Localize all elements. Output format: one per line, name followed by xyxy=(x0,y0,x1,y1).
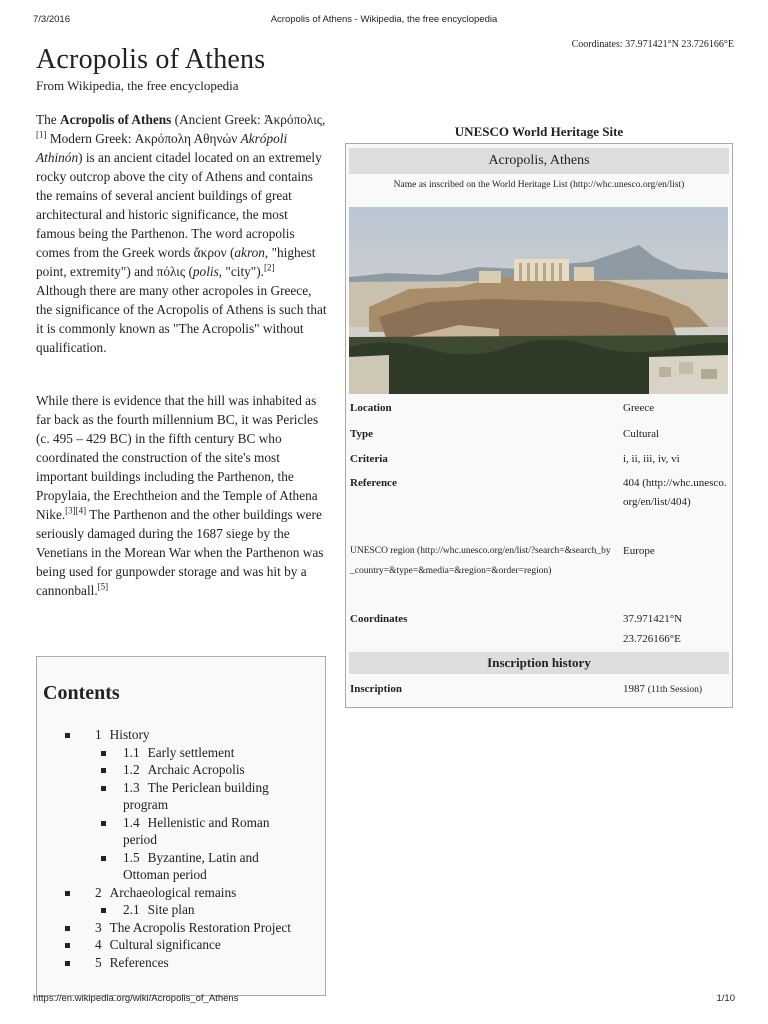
print-header xyxy=(0,14,768,28)
print-title: Acropolis of Athens - Wikipedia, the free encyclopedia xyxy=(270,14,498,25)
inscription-history-heading: Inscription history xyxy=(349,652,729,674)
toc-item[interactable]: 3 The Acropolis Restoration Project xyxy=(65,919,320,937)
print-footer xyxy=(0,993,768,1007)
ref-3-4[interactable]: [3][4] xyxy=(65,505,87,516)
page-title: Acropolis of Athens xyxy=(36,44,266,75)
toc-list xyxy=(65,726,320,971)
toc-subitem[interactable]: 1.5 Byzantine, Latin and Ottoman period xyxy=(101,849,320,884)
table-of-contents xyxy=(36,656,326,996)
toc-item[interactable]: 1 History 1.1 Early settlement 1.2 Archaic Acropolis 1.3 The Periclean building program 1.4 Hellenistic and Roman period 1.5 Byzantine, Latin and Ottoman period xyxy=(65,726,320,884)
print-date: 7/3/2016 xyxy=(33,14,70,25)
ref-5[interactable]: [5] xyxy=(97,581,109,592)
toc-subitem[interactable]: 1.3 The Periclean building program xyxy=(101,779,320,814)
bold-term: Acropolis of Athens xyxy=(60,112,172,127)
ref-1[interactable]: [1] xyxy=(36,129,47,140)
coordinates-link[interactable]: Coordinates: 37.971421°N 23.726166°E xyxy=(571,39,734,50)
infobox: Acropolis, Athens Name as inscribed on the World Heritage List (http://whc.unesco.org/en/list) Location Greece Type Cultural Criteria i, ii, iii, iv, vi Reference 404 (http://whc.unesco.org/en/list/404) UNESCO region (http://whc.unesco.org/en/list/?search=&search_by_country=&type=&media=&region=&order=region) Europe Coordinates 37.971421°N 23.726166°E Inscription history Inscription 1987 (11th Session) xyxy=(345,143,733,708)
toc-subitem[interactable]: 1.4 Hellenistic and Roman period xyxy=(101,814,320,849)
infobox-caption: UNESCO World Heritage Site xyxy=(454,124,624,139)
toc-subitem[interactable]: 1.2 Archaic Acropolis xyxy=(101,761,320,779)
acropolis-photo[interactable] xyxy=(349,207,728,394)
tagline: From Wikipedia, the free encyclopedia xyxy=(36,78,239,93)
ref-2[interactable]: [2] xyxy=(263,262,275,273)
toc-title: Contents xyxy=(43,682,120,704)
infobox-subheading: Name as inscribed on the World Heritage List (http://whc.unesco.org/en/list) xyxy=(393,180,685,190)
toc-item[interactable]: 4 Cultural significance xyxy=(65,936,320,954)
toc-item[interactable]: 2 Archaeological remains 2.1 Site plan xyxy=(65,884,320,919)
page-number: 1/10 xyxy=(716,993,735,1004)
page-url: https://en.wikipedia.org/wiki/Acropolis_of_Athens xyxy=(33,993,239,1004)
toc-subitem[interactable]: 2.1 Site plan xyxy=(101,901,320,919)
toc-subitem[interactable]: 1.1 Early settlement xyxy=(101,744,320,762)
lead-paragraph: The Acropolis of Athens (Ancient Greek: Ἀκρόπολις,[1] Modern Greek: Ακρόπολη Αθηνών Akrópoli Athinón) is an ancient citadel located on an extremely rocky outcrop above the city of Athens and contains the remains of several ancient buildings of great architectural and historic significance, the most famous being the Parthenon. The word acropolis comes from the Greek words ἄκρον (akron, "highest point, extremity") and πόλις (polis, "city").[2] Although there are many other acropoles in Greece, the significance of the Acropolis of Athens is such that it is commonly known as "The Acropolis" without qualification. xyxy=(36,112,327,355)
infobox-heading: Acropolis, Athens xyxy=(349,148,729,174)
history-paragraph: While there is evidence that the hill was inhabited as far back as the fourth millennium BC, it was Pericles (c. 495 – 429 BC) in the fifth century BC who coordinated the construction of the site's most important buildings including the Parthenon, the Propylaia, the Erechtheion and the Temple of Athena Nike.[3][4] The Parthenon and the other buildings were seriously damaged during the 1687 siege by the Venetians in the Morean War when the Parthenon was being used for gunpowder storage and was hit by a cannonball.[5] xyxy=(36,393,324,598)
toc-item[interactable]: 5 References xyxy=(65,954,320,972)
